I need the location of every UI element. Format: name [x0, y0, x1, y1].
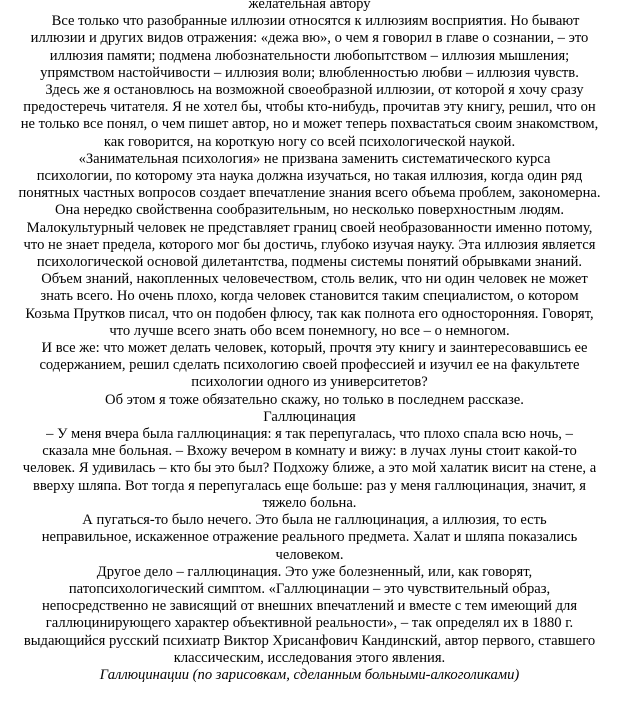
- text-line: иллюзия памяти; подмена любознательности любопытством – иллюзия мышления;: [49, 47, 570, 64]
- text-line: не только все понял, о чем пишет автор, но и может теперь похвастаться своим знакомством,: [20, 116, 599, 133]
- text-line: непосредственно не зависящий от внешних впечатлений и вместе с тем имеющий для: [41, 598, 578, 615]
- text-line: Другое дело – галлюцинация. Это уже болезненный, или, как говорят,: [96, 563, 533, 580]
- text-line: что лучше всего знать обо всем понемногу, но все – о немногом.: [109, 322, 510, 339]
- text-line: человек. Я удивилась – кто бы это был? Подхожу ближе, а это мой халатик висит на стене, а: [22, 460, 597, 477]
- text-line: психологии, по которому эта наука должна изучаться, но такая иллюзия, когда один ряд: [36, 168, 583, 185]
- text-line: иллюзии и других видов отражения: «дежа вю», о чем я говорил в главе о сознании, – это: [30, 30, 589, 47]
- section-heading: Галлюцинация: [263, 408, 356, 425]
- figure-caption: Галлюцинации (по зарисовкам, сделанным больными-алкоголиками): [99, 666, 520, 683]
- text-line: Малокультурный человек не представляет границ своей необразованности именно потому,: [26, 219, 593, 236]
- text-line: понятных частных вопросов создает впечатление знания всего объема проблем, закономерна.: [18, 185, 601, 202]
- text-line: как говорится, на короткую ногу со всей психологической наукой.: [103, 133, 516, 150]
- text-line: человеком.: [275, 546, 344, 563]
- text-line: неправильное, искаженное отражение реального предмета. Халат и шляпа показались: [41, 529, 578, 546]
- text-line: содержанием, решил сделать психологию своей профессией и изучил ее на факультете: [39, 357, 580, 374]
- text-line: желательная автору: [248, 0, 371, 12]
- text-line: Здесь же я остановлюсь на возможной своеобразной иллюзии, от которой я хочу сразу: [45, 82, 584, 99]
- text-line: психологии одного из университетов?: [191, 374, 428, 391]
- text-line: выдающийся русский психиатр Виктор Хрисанфович Кандинский, автор первого, ставшего: [23, 632, 596, 649]
- text-line: тяжело больна.: [262, 494, 357, 511]
- text-line: знать всего. Но очень плохо, когда человек становится таким специалистом, о котором: [40, 288, 579, 305]
- text-line: вверху шляпа. Вот тогда я перепугалась еще больше: раз у меня галлюцинация, значит, я: [32, 477, 587, 494]
- text-line: «Занимательная психология» не призвана заменить систематического курса: [78, 150, 551, 167]
- text-line: упрямством настойчивости – иллюзия воли; влюбленностью любви – иллюзия чувств.: [40, 64, 579, 81]
- text-line: И все же: что может делать человек, который, прочтя эту книгу и заинтересовавшись ее: [41, 340, 588, 357]
- text-line: Объем знаний, накопленных человечеством, столь велик, что ни один человек не может: [41, 271, 588, 288]
- text-line: патопсихологический симптом. «Галлюцинации – это чувствительный образ,: [68, 580, 551, 597]
- text-line: А пугаться-то было нечего. Это была не галлюцинация, а иллюзия, то есть: [82, 512, 547, 529]
- text-line: психологической основой дилетантства, подмены системы понятий обрывками знаний.: [36, 254, 583, 271]
- text-line: Все только что разобранные иллюзии относятся к иллюзиям восприятия. Но бывают: [51, 13, 580, 30]
- text-line: предостеречь читателя. Я не хотел бы, чтобы кто-нибудь, прочитав эту книгу, решил, что он: [23, 99, 596, 116]
- text-line: галлюцинирующего характер объективной реальности», – так определял их в 1880 г.: [45, 615, 574, 632]
- text-line: что не знает предела, которого мог бы достичь, глубоко изучая науку. Эта иллюзия является: [23, 236, 596, 253]
- text-line: – У меня вчера была галлюцинация: я так перепугалась, что плохо спала всю ночь, –: [46, 426, 573, 443]
- text-line: сказала мне больная. – Вхожу вечером в комнату и вижу: в лучах луны стоит какой-то: [42, 443, 577, 460]
- text-line: Козьма Прутков писал, что он подобен флюсу, так как полнота его односторонняя. Говорят,: [25, 305, 594, 322]
- text-line: Она нередко свойственна сообразительным, но несколько поверхностным людям.: [55, 202, 564, 219]
- text-line: классическим, исследования этого явления.: [173, 649, 446, 666]
- text-line: Об этом я тоже обязательно скажу, но только в последнем рассказе.: [105, 391, 524, 408]
